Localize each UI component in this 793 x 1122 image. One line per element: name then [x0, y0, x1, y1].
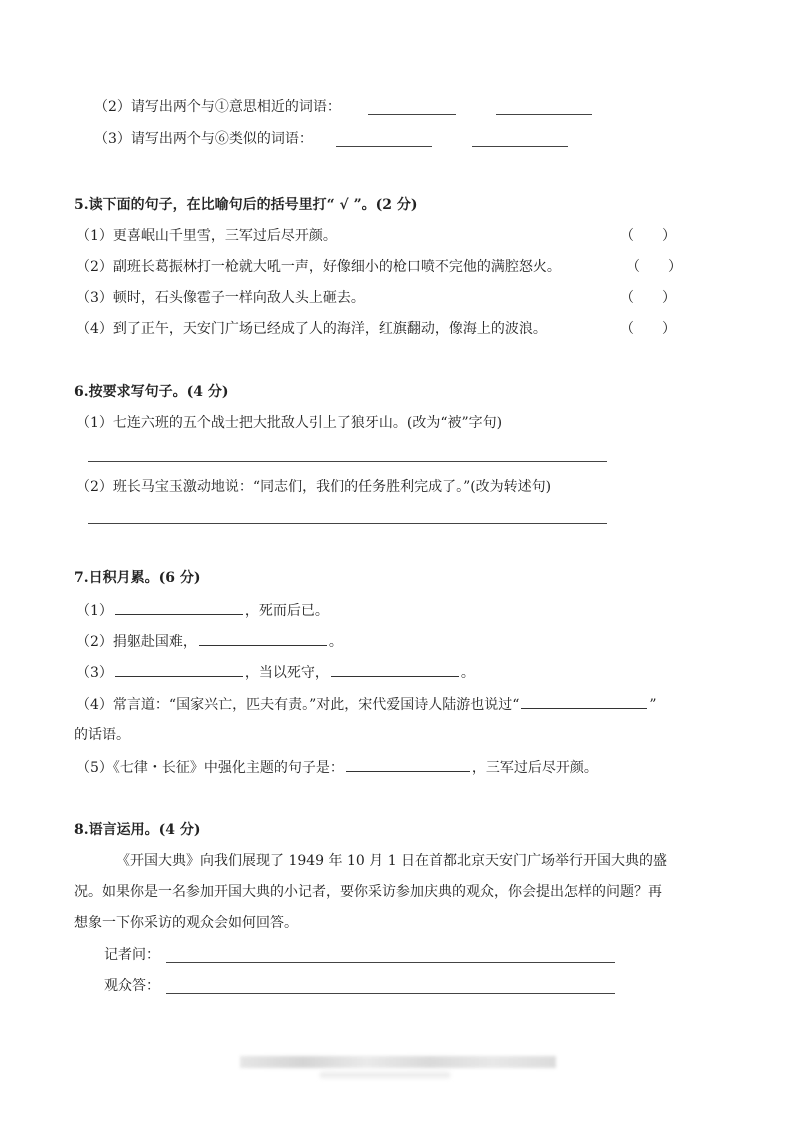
q7-line-4-pre: （4）常言道：“国家兴亡，匹夫有责。”对此，宋代爱国诗人陆游也说过“ — [76, 697, 520, 713]
q7-line-5 — [76, 757, 598, 778]
q8-paragraph-line-1: 《开国大典》向我们展现了 1949 年 10 月 1 日在首都北京天安门广场举行开国大典的盛 — [116, 853, 668, 869]
q5-item-4: （4）到了正午，天安门广场已经成了人的海洋，红旗翻动，像海上的波浪。 — [76, 321, 547, 337]
q7-line-4 — [76, 694, 657, 715]
q4-sub2-text: （2）请写出两个与①意思相近的词语： — [94, 99, 341, 115]
q4-sub2-blank-2[interactable] — [496, 114, 592, 115]
q8-ask-line[interactable] — [166, 962, 615, 963]
blurred-footer-2 — [320, 1072, 450, 1078]
q7-blank-4[interactable] — [331, 662, 459, 677]
q4-sub2 — [94, 97, 341, 117]
q5-answer-paren-3[interactable]: （ ） — [620, 290, 676, 306]
q6-answer-line-2[interactable] — [88, 523, 607, 524]
q4-sub3 — [94, 129, 313, 149]
q5-title: 5.读下面的句子，在比喻句后的括号里打“ √ ”。(2 分) — [74, 197, 418, 213]
q5-item-1: （1）更喜岷山千里雪，三军过后尽开颜。 — [76, 228, 337, 244]
q8-answer-line[interactable] — [166, 993, 615, 994]
q4-sub3-blank-2[interactable] — [472, 146, 568, 147]
q7-line-5-post: ，三军过后尽开颜。 — [471, 760, 598, 776]
q4-sub2-blank-1[interactable] — [368, 114, 456, 115]
q5-answer-paren-2[interactable]: （ ） — [626, 259, 682, 275]
q7-line-1-post: ，死而后已。 — [244, 603, 329, 619]
q7-line-1 — [76, 600, 329, 621]
q7-blank-5[interactable] — [521, 694, 647, 709]
q7-line-3-mid: ，当以死守， — [244, 665, 329, 681]
q5-item-3: （3）顿时，石头像雹子一样向敌人头上砸去。 — [76, 290, 365, 306]
q7-line-3 — [76, 662, 475, 683]
blurred-footer — [240, 1056, 556, 1068]
q5-answer-paren-4[interactable]: （ ） — [620, 321, 676, 337]
q8-title: 8.语言运用。(4 分) — [74, 822, 201, 838]
q7-line-3-post: 。 — [460, 665, 475, 681]
q7-line-2-post: 。 — [328, 634, 343, 650]
q7-line-3-pre: （3） — [76, 665, 113, 681]
q7-blank-1[interactable] — [115, 600, 243, 615]
q8-ask-label: 记者问： — [104, 947, 160, 963]
q8-answer-label: 观众答： — [104, 978, 160, 994]
q7-line-1-pre: （1） — [76, 603, 113, 619]
q7-line-2 — [76, 631, 343, 652]
q8-paragraph-line-2: 况。如果你是一名参加开国大典的小记者，要你采访参加庆典的观众，你会提出怎样的问题？再 — [74, 884, 662, 900]
q7-blank-2[interactable] — [199, 631, 327, 646]
q7-line-2-pre: （2）捐躯赴国难， — [76, 634, 197, 650]
q7-blank-3[interactable] — [115, 662, 243, 677]
q4-sub3-blank-1[interactable] — [336, 146, 432, 147]
q5-item-2: （2）副班长葛振林打一枪就大吼一声，好像细小的枪口喷不完他的满腔怒火。 — [76, 259, 561, 275]
q7-line-5-pre: （5）《七律・长征》中强化主题的句子是： — [76, 760, 344, 776]
q8-paragraph-line-3: 想象一下你采访的观众会如何回答。 — [74, 915, 298, 931]
q7-line-4-post: ” — [649, 697, 657, 713]
q7-title: 7.日积月累。(6 分) — [74, 570, 201, 586]
q4-sub3-text: （3）请写出两个与⑥类似的词语： — [94, 131, 313, 147]
q6-answer-line-1[interactable] — [88, 461, 607, 462]
q6-title: 6.按要求写句子。(4 分) — [74, 384, 229, 400]
q7-line-4-cont: 的话语。 — [74, 727, 130, 743]
q6-item-1: （1）七连六班的五个战士把大批敌人引上了狼牙山。(改为“被”字句) — [76, 415, 503, 431]
q7-blank-6[interactable] — [346, 757, 470, 772]
q6-item-2: （2）班长马宝玉激动地说：“同志们，我们的任务胜利完成了。”(改为转述句) — [76, 479, 552, 495]
q5-answer-paren-1[interactable]: （ ） — [620, 228, 676, 244]
